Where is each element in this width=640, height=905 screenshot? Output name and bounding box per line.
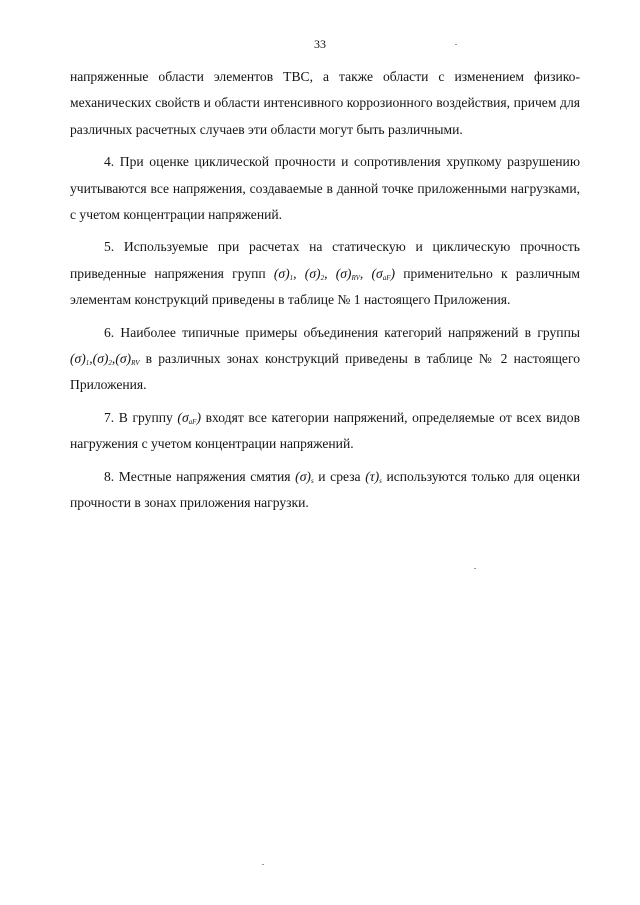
comma: , [293,265,297,281]
stress-groups-symbol: $(\sigma)_1,(\sigma)_2,(\sigma)_{RV}$ [70,351,140,368]
paragraph-6 [70,320,580,399]
stress-group-2-symbol: $(\sigma)_2$ [304,265,325,282]
paragraph-5-text-before: 5. Используемые при расчетах на статическую и циклическую прочность приведенные напряжения групп [70,239,580,281]
paragraph-7-text-after: входят все категории напряжений, определяемые от всех видов нагружения с учетом концентрации напряжений. [70,409,581,452]
bearing-stress-symbol: $(\sigma)_s$ [295,468,314,485]
paragraph-7-text-before: 7. В группу [104,409,173,425]
stress-group-af-symbol: $(\sigma_{aF})$ [177,409,201,426]
scan-speck [455,44,457,45]
comma: , [359,265,364,281]
stress-group-rv-symbol: $(\sigma)_{RV}$ [335,265,360,282]
scan-speck [474,568,476,569]
scan-speck [262,864,264,865]
paragraph-8-text-before: 8. Местные напряжения смятия [104,468,291,484]
stress-group-af-symbol: $(\sigma_{aF})$ [371,265,396,282]
paragraph-7 [70,405,580,458]
comma: , [324,265,328,281]
page-number: 33 [314,37,326,51]
stress-group-1-symbol: $(\sigma)_1$ [273,265,294,282]
paragraph-6-text-before: 6. Наиболее типичные примеры объединения категорий напряжений в группы [104,324,580,340]
paragraph-8-text-after: используются только для оценки прочности в зонах приложения нагрузки. [70,468,580,511]
paragraph-5-text-after: применительно к различным элементам конструкций приведены в таблице № 1 настоящего Приложения. [70,265,580,308]
paragraph-continued: напряженные области элементов ТВС, а также области с изменением физико-механических свойств и области интенсивного коррозионного воздействия, причем для различных расчетных случаев эти области могут быть различными. [70,69,580,137]
paragraph-6-text-after: в различных зонах конструкций приведены в таблице № 2 настоящего Приложения. [70,351,581,393]
document-body [70,64,580,523]
paragraph-8-text-middle: и среза [318,468,361,484]
shear-stress-symbol: $(\tau)_s$ [365,468,382,485]
paragraph-4: 4. При оценке циклической прочности и сопротивления хрупкому разрушению учитываются все напряжения, создаваемые в данной точке приложенными нагрузками, с учетом концентрации напряжений. [70,154,580,223]
paragraph-8 [70,464,580,517]
paragraph-5 [70,234,580,313]
